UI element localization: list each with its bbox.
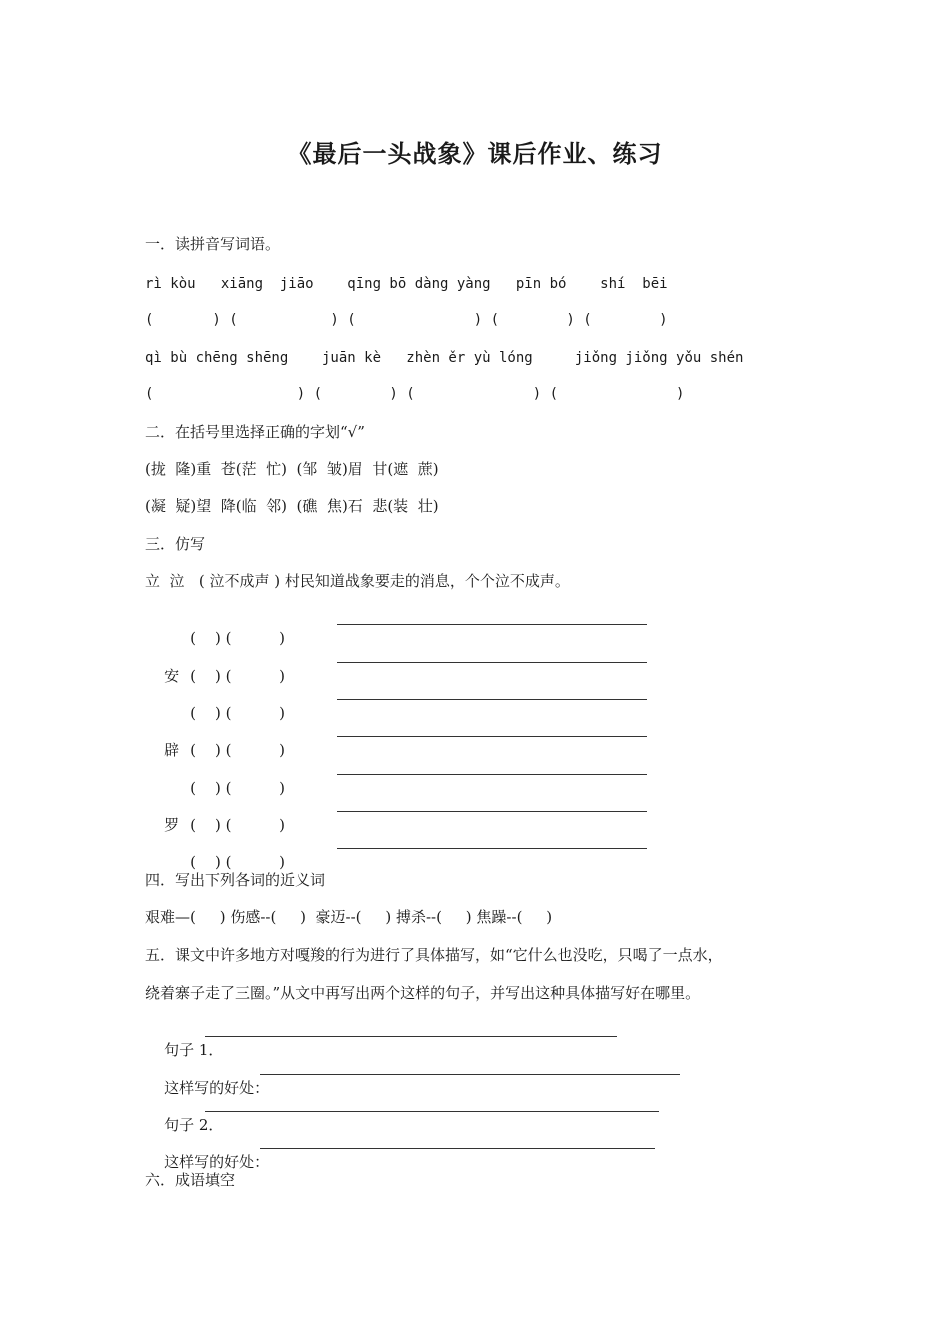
answer-line[interactable] (337, 834, 647, 849)
answer-line[interactable] (337, 648, 647, 663)
section4-heading: 四．写出下列各词的近义词 (145, 871, 326, 889)
answer-brackets-row-1: ( ) ( ) ( ) ( ) ( ) (145, 312, 668, 328)
sentence-2-answer-line[interactable] (205, 1097, 659, 1112)
benefit-1-label: 这样写的好处： (164, 1079, 270, 1097)
answer-line[interactable] (337, 685, 647, 700)
synonym-row: 艰难—( ) 伤感--( ) 豪迈--( ) 搏杀--( ) 焦躁--( ) (145, 908, 553, 926)
benefit-2-answer-line[interactable] (260, 1134, 655, 1149)
section2-heading: 二．在括号里选择正确的字划“√” (145, 423, 365, 441)
row-brackets: ( ) ( ) (190, 704, 286, 722)
row-brackets: ( ) ( ) (190, 779, 286, 797)
sentence-2-label: 句子 2． (164, 1116, 224, 1134)
benefit-2-label: 这样写的好处： (164, 1153, 270, 1171)
pinyin-row-2: qì bù chēng shēng juān kè zhèn ěr yù lóng jiǒng jiǒng yǒu shén (145, 350, 744, 366)
answer-line[interactable] (337, 610, 647, 625)
row-brackets: ( ) ( ) (190, 816, 286, 834)
answer-brackets-row-2: ( ) ( ) ( ) ( ) (145, 386, 685, 402)
answer-line[interactable] (337, 760, 647, 775)
answer-line[interactable] (337, 797, 647, 812)
benefit-1-answer-line[interactable] (260, 1060, 680, 1075)
answer-line[interactable] (337, 722, 647, 737)
row-char: 辟 (164, 741, 180, 759)
sentence-1-label: 句子 1． (164, 1041, 224, 1059)
row-brackets: ( ) ( ) (190, 741, 286, 759)
sentence-1-answer-line[interactable] (205, 1022, 617, 1037)
section6-heading: 六．成语填空 (145, 1171, 236, 1189)
section5-prompt-line-2: 绕着寨子走了三圈。”从文中再写出两个这样的句子，并写出这种具体描写好在哪里。 (145, 984, 701, 1002)
row-brackets: ( ) ( ) (190, 667, 286, 685)
char-choice-row-2: (凝 疑)望 降(临 邻) (礁 焦)石 悲(装 壮) (145, 497, 439, 515)
imitation-example: 立 泣 ( 泣不成声 ) 村民知道战象要走的消息，个个泣不成声。 (145, 572, 570, 590)
row-brackets: ( ) ( ) (190, 629, 286, 647)
section5-prompt-line-1: 五．课文中许多地方对嘎羧的行为进行了具体描写，如“它什么也没吃，只喝了一点水， (145, 946, 723, 964)
section3-heading: 三．仿写 (145, 535, 206, 553)
row-char: 罗 (164, 816, 180, 834)
page-title: 《最后一头战象》课后作业、练习 (287, 140, 663, 168)
row-char: 安 (164, 667, 180, 685)
char-choice-row-1: (拢 隆)重 苍(茫 忙) (邹 皱)眉 甘(遮 蔗) (145, 460, 439, 478)
section1-heading: 一．读拼音写词语。 (145, 235, 281, 253)
row-brackets: ( ) ( ) (190, 853, 286, 871)
pinyin-row-1: rì kòu xiāng jiāo qīng bō dàng yàng pīn bó shí bēi (145, 276, 668, 292)
